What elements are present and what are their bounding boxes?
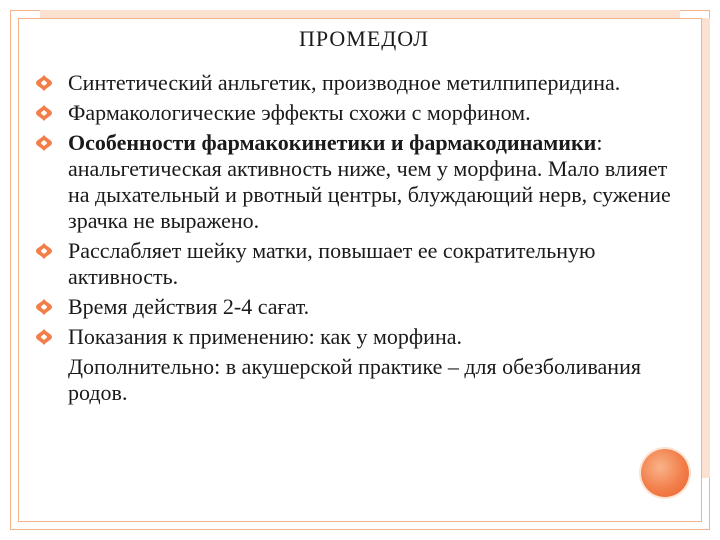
bullet-item-3: [34, 130, 674, 234]
bullet-text: Расслабляет шейку матки, повышает ее сократительную активность.: [68, 238, 596, 289]
fleuron-bullet-icon: [34, 103, 54, 123]
decorative-circle-icon: [641, 449, 689, 497]
bullet-list: [34, 70, 674, 410]
fleuron-bullet-icon: [34, 241, 54, 261]
right-decor-bar: [702, 18, 710, 478]
bullet-item-4: [34, 238, 674, 290]
extra-paragraph: [34, 354, 674, 406]
fleuron-bullet-icon: [34, 133, 54, 153]
bullet-text: Синтетический анльгетик, производное метилпиперидина.: [68, 70, 621, 95]
bullet-item-5: [34, 294, 674, 320]
bullet-item-2: [34, 100, 674, 126]
top-decor-bar: [40, 10, 680, 18]
fleuron-bullet-icon: [34, 327, 54, 347]
fleuron-bullet-icon: [34, 297, 54, 317]
slide-title: ПРОМЕДОЛ: [299, 26, 429, 51]
bullet-item-6: [34, 324, 674, 350]
bullet-item-1: [34, 70, 674, 96]
bullet-text: Показания к применению: как у морфина.: [68, 324, 462, 349]
bullet-text: Фармакологические эффекты схожи с морфином.: [68, 100, 531, 125]
bullet-bold-text: Особенности фармакокинетики и фармакодинамики: [68, 130, 597, 155]
fleuron-bullet-icon: [34, 73, 54, 93]
bullet-text: Время действия 2-4 сағат.: [68, 294, 310, 319]
extra-text: Дополнительно: в акушерской практике – для обезболивания родов.: [68, 354, 641, 405]
bullet-text: : анальгетическая активность ниже, чем у морфина. Мало влияет на дыхательный и рвотный центры, блуждающий нерв, сужение зрачка не выражено.: [68, 130, 671, 233]
